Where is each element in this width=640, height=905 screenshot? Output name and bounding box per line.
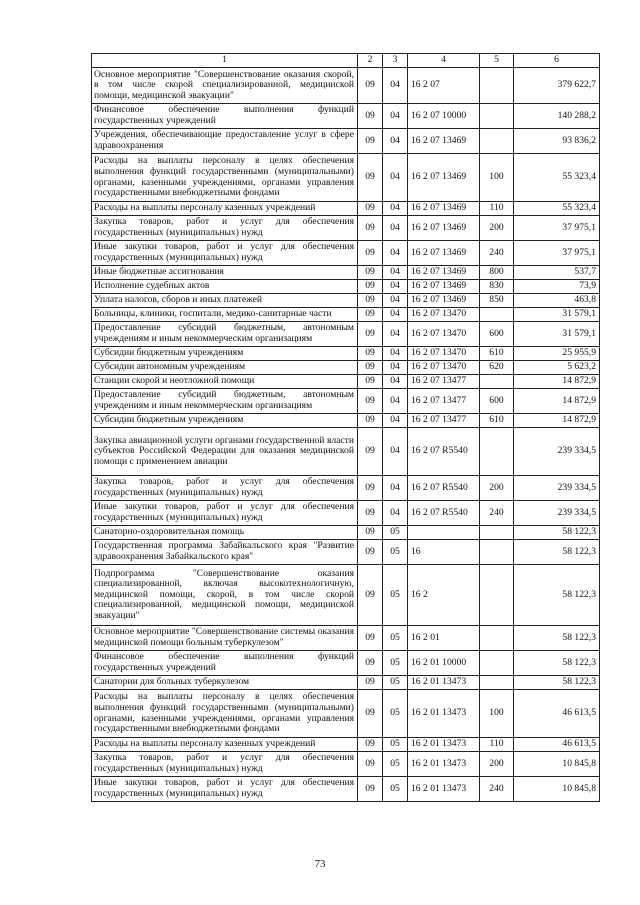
subsection-code: 04: [383, 241, 408, 266]
target-article-code: 16 2 01: [408, 626, 480, 651]
row-description: Расходы на выплаты персоналу казенных учреждений: [92, 738, 358, 752]
subsection-code: 05: [383, 738, 408, 752]
amount-value: 379 622,7: [514, 68, 600, 104]
amount-value: 58 122,3: [514, 526, 600, 540]
expense-type-code: 240: [480, 241, 514, 266]
section-code: 09: [358, 68, 383, 104]
table-body: [92, 68, 600, 802]
table-row: [92, 540, 600, 565]
row-description: Основное мероприятие "Совершенствование системы оказания медицинской помощи больным туберкулезом": [92, 626, 358, 651]
row-description: Закупка товаров, работ и услуг для обеспечения государственных (муниципальных) нужд: [92, 752, 358, 777]
section-code: 09: [358, 280, 383, 294]
subsection-code: 04: [383, 375, 408, 389]
target-article-code: 16 2 07 R5540: [408, 501, 480, 526]
header-cell: 3: [383, 54, 408, 68]
target-article-code: 16 2 07 13477: [408, 389, 480, 414]
expense-type-code: 100: [480, 690, 514, 738]
row-description: Иные закупки товаров, работ и услуг для обеспечения государственных (муниципальных) нужд: [92, 241, 358, 266]
expense-type-code: 620: [480, 361, 514, 375]
table-row: [92, 626, 600, 651]
expense-type-code: [480, 565, 514, 626]
expense-type-code: [480, 68, 514, 104]
row-description: Иные бюджетные ассигнования: [92, 266, 358, 280]
amount-value: 73,9: [514, 280, 600, 294]
row-description: Больницы, клиники, госпитали, медико-санитарные части: [92, 308, 358, 322]
row-description: Иные закупки товаров, работ и услуг для обеспечения государственных (муниципальных) нужд: [92, 777, 358, 802]
target-article-code: 16 2 07 R5540: [408, 476, 480, 501]
header-cell: 1: [92, 54, 358, 68]
amount-value: 25 955,9: [514, 347, 600, 361]
table-row: [92, 738, 600, 752]
row-description: Предоставление субсидий бюджетным, автономным учреждениям и иным некоммерческим организациям: [92, 322, 358, 347]
target-article-code: 16 2 01 13473: [408, 777, 480, 802]
row-description: Субсидии бюджетным учреждениям: [92, 414, 358, 428]
subsection-code: 04: [383, 361, 408, 375]
section-code: 09: [358, 752, 383, 777]
amount-value: 58 122,3: [514, 540, 600, 565]
target-article-code: 16: [408, 540, 480, 565]
amount-value: 58 122,3: [514, 626, 600, 651]
section-code: 09: [358, 777, 383, 802]
row-description: Санаторно-оздоровительная помощь: [92, 526, 358, 540]
target-article-code: 16 2 07 13469: [408, 294, 480, 308]
target-article-code: 16 2 07 13469: [408, 241, 480, 266]
expense-type-code: [480, 526, 514, 540]
subsection-code: 05: [383, 651, 408, 676]
amount-value: 31 579,1: [514, 322, 600, 347]
expense-type-code: [480, 651, 514, 676]
expense-type-code: 610: [480, 414, 514, 428]
section-code: 09: [358, 347, 383, 361]
expense-type-code: 830: [480, 280, 514, 294]
table-row: [92, 241, 600, 266]
target-article-code: 16 2 07 13470: [408, 361, 480, 375]
section-code: 09: [358, 202, 383, 216]
subsection-code: 04: [383, 308, 408, 322]
section-code: 09: [358, 738, 383, 752]
expense-type-code: [480, 428, 514, 476]
amount-value: 31 579,1: [514, 308, 600, 322]
amount-value: 239 334,5: [514, 476, 600, 501]
table-row: [92, 476, 600, 501]
section-code: 09: [358, 241, 383, 266]
subsection-code: 05: [383, 540, 408, 565]
target-article-code: 16 2 07 13470: [408, 322, 480, 347]
section-code: 09: [358, 626, 383, 651]
amount-value: 537,7: [514, 266, 600, 280]
expense-type-code: 240: [480, 777, 514, 802]
amount-value: 14 872,9: [514, 414, 600, 428]
row-description: Субсидии бюджетным учреждениям: [92, 347, 358, 361]
target-article-code: 16 2 01 13473: [408, 738, 480, 752]
table-row: [92, 308, 600, 322]
target-article-code: 16 2 07 10000: [408, 104, 480, 129]
table-row: [92, 414, 600, 428]
subsection-code: 04: [383, 428, 408, 476]
target-article-code: 16 2 01 13473: [408, 676, 480, 690]
amount-value: 14 872,9: [514, 389, 600, 414]
amount-value: 14 872,9: [514, 375, 600, 389]
subsection-code: 04: [383, 322, 408, 347]
section-code: 09: [358, 428, 383, 476]
target-article-code: 16 2 07 13469: [408, 216, 480, 241]
expense-type-code: [480, 676, 514, 690]
amount-value: 10 845,8: [514, 777, 600, 802]
section-code: 09: [358, 266, 383, 280]
row-description: Подпрограмма "Совершенствование оказания специализированной, включая высокотехнологичную, медицинской помощи, скорой, в том числе скорой специализированной, медицинской помощи, медицинской эвакуации": [92, 565, 358, 626]
amount-value: 5 623,2: [514, 361, 600, 375]
subsection-code: 04: [383, 280, 408, 294]
row-description: Финансовое обеспечение выполнения функций государственных учреждений: [92, 651, 358, 676]
header-cell: 4: [408, 54, 480, 68]
subsection-code: 05: [383, 626, 408, 651]
table-row: [92, 389, 600, 414]
table-row: [92, 266, 600, 280]
subsection-code: 04: [383, 216, 408, 241]
table-row: [92, 676, 600, 690]
table-row: [92, 129, 600, 154]
amount-value: 10 845,8: [514, 752, 600, 777]
table-row: [92, 68, 600, 104]
section-code: 09: [358, 526, 383, 540]
amount-value: 37 975,1: [514, 241, 600, 266]
subsection-code: 05: [383, 777, 408, 802]
subsection-code: 04: [383, 202, 408, 216]
section-code: 09: [358, 414, 383, 428]
subsection-code: 04: [383, 389, 408, 414]
section-code: 09: [358, 565, 383, 626]
amount-value: 46 613,5: [514, 690, 600, 738]
subsection-code: 04: [383, 501, 408, 526]
section-code: 09: [358, 476, 383, 501]
subsection-code: 04: [383, 266, 408, 280]
table-row: [92, 294, 600, 308]
table-row: [92, 752, 600, 777]
target-article-code: 16 2 07 13469: [408, 202, 480, 216]
section-code: 09: [358, 154, 383, 202]
table-row: [92, 501, 600, 526]
amount-value: 37 975,1: [514, 216, 600, 241]
target-article-code: 16 2 01 10000: [408, 651, 480, 676]
header-cell: 5: [480, 54, 514, 68]
row-description: Государственная программа Забайкальского края "Развитие здравоохранения Забайкальского края": [92, 540, 358, 565]
table-row: [92, 280, 600, 294]
subsection-code: 04: [383, 347, 408, 361]
subsection-code: 05: [383, 690, 408, 738]
subsection-code: 04: [383, 476, 408, 501]
table-row: [92, 361, 600, 375]
row-description: Расходы на выплаты персоналу в целях обеспечения выполнения функций государственными (муниципальными) органами, казенными учреждениями, органами управления государственными внебюджетными фондами: [92, 154, 358, 202]
expense-type-code: 100: [480, 154, 514, 202]
row-description: Расходы на выплаты персоналу казенных учреждений: [92, 202, 358, 216]
table-row: [92, 347, 600, 361]
row-description: Санатории для больных туберкулезом: [92, 676, 358, 690]
row-description: Закупка авиационной услуги органами государственной власти субъектов Российской Федерации для оказания медицинской помощи с применением авиации: [92, 428, 358, 476]
table-row: [92, 526, 600, 540]
table-header-row: [92, 54, 600, 68]
target-article-code: 16 2 07 13469: [408, 154, 480, 202]
row-description: Основное мероприятие "Совершенствование оказания скорой, в том числе скорой специализированной, медицинской помощи, медицинской эвакуации": [92, 68, 358, 104]
expense-type-code: [480, 308, 514, 322]
row-description: Закупка товаров, работ и услуг для обеспечения государственных (муниципальных) нужд: [92, 476, 358, 501]
subsection-code: 05: [383, 565, 408, 626]
document-page: [91, 53, 599, 802]
expense-type-code: 600: [480, 389, 514, 414]
section-code: 09: [358, 501, 383, 526]
subsection-code: 04: [383, 129, 408, 154]
target-article-code: 16 2 07 13469: [408, 266, 480, 280]
section-code: 09: [358, 308, 383, 322]
expense-type-code: [480, 375, 514, 389]
table-row: [92, 651, 600, 676]
section-code: 09: [358, 651, 383, 676]
subsection-code: 04: [383, 104, 408, 129]
section-code: 09: [358, 294, 383, 308]
section-code: 09: [358, 104, 383, 129]
table-row: [92, 216, 600, 241]
amount-value: 55 323,4: [514, 154, 600, 202]
subsection-code: 04: [383, 154, 408, 202]
section-code: 09: [358, 361, 383, 375]
subsection-code: 04: [383, 414, 408, 428]
section-code: 09: [358, 540, 383, 565]
amount-value: 58 122,3: [514, 651, 600, 676]
section-code: 09: [358, 216, 383, 241]
amount-value: 463,8: [514, 294, 600, 308]
expense-type-code: [480, 540, 514, 565]
row-description: Субсидии автономным учреждениям: [92, 361, 358, 375]
expense-type-code: 200: [480, 216, 514, 241]
table-row: [92, 202, 600, 216]
expense-type-code: 110: [480, 738, 514, 752]
subsection-code: 05: [383, 526, 408, 540]
amount-value: 93 836,2: [514, 129, 600, 154]
amount-value: 46 613,5: [514, 738, 600, 752]
target-article-code: 16 2: [408, 565, 480, 626]
section-code: 09: [358, 322, 383, 347]
row-description: Станции скорой и неотложной помощи: [92, 375, 358, 389]
target-article-code: 16 2 01 13473: [408, 752, 480, 777]
table-row: [92, 104, 600, 129]
table-row: [92, 154, 600, 202]
row-description: Иные закупки товаров, работ и услуг для обеспечения государственных (муниципальных) нужд: [92, 501, 358, 526]
budget-table: [91, 53, 600, 802]
table-row: [92, 777, 600, 802]
section-code: 09: [358, 129, 383, 154]
target-article-code: 16 2 07 13477: [408, 375, 480, 389]
table-row: [92, 565, 600, 626]
section-code: 09: [358, 375, 383, 389]
expense-type-code: [480, 626, 514, 651]
expense-type-code: 240: [480, 501, 514, 526]
expense-type-code: 850: [480, 294, 514, 308]
row-description: Уплата налогов, сборов и иных платежей: [92, 294, 358, 308]
target-article-code: [408, 526, 480, 540]
amount-value: 140 288,2: [514, 104, 600, 129]
table-row: [92, 375, 600, 389]
row-description: Исполнение судебных актов: [92, 280, 358, 294]
amount-value: 55 323,4: [514, 202, 600, 216]
target-article-code: 16 2 07 R5540: [408, 428, 480, 476]
target-article-code: 16 2 07 13469: [408, 129, 480, 154]
expense-type-code: 110: [480, 202, 514, 216]
row-description: Финансовое обеспечение выполнения функций государственных учреждений: [92, 104, 358, 129]
amount-value: 58 122,3: [514, 565, 600, 626]
section-code: 09: [358, 676, 383, 690]
row-description: Расходы на выплаты персоналу в целях обеспечения выполнения функций государственными (муниципальными) органами, казенными учреждениями, органами управления государственными внебюджетными фондами: [92, 690, 358, 738]
target-article-code: 16 2 07: [408, 68, 480, 104]
target-article-code: 16 2 01 13473: [408, 690, 480, 738]
subsection-code: 05: [383, 752, 408, 777]
expense-type-code: [480, 129, 514, 154]
expense-type-code: 200: [480, 752, 514, 777]
subsection-code: 04: [383, 294, 408, 308]
section-code: 09: [358, 389, 383, 414]
table-row: [92, 690, 600, 738]
subsection-code: 04: [383, 68, 408, 104]
target-article-code: 16 2 07 13470: [408, 308, 480, 322]
section-code: 09: [358, 690, 383, 738]
amount-value: 239 334,5: [514, 501, 600, 526]
amount-value: 58 122,3: [514, 676, 600, 690]
expense-type-code: 200: [480, 476, 514, 501]
expense-type-code: 800: [480, 266, 514, 280]
page-number: 73: [314, 858, 326, 870]
table-row: [92, 322, 600, 347]
header-cell: 6: [514, 54, 600, 68]
expense-type-code: 600: [480, 322, 514, 347]
header-cell: 2: [358, 54, 383, 68]
table-row: [92, 428, 600, 476]
target-article-code: 16 2 07 13477: [408, 414, 480, 428]
target-article-code: 16 2 07 13470: [408, 347, 480, 361]
row-description: Предоставление субсидий бюджетным, автономным учреждениям и иным некоммерческим организациям: [92, 389, 358, 414]
subsection-code: 05: [383, 676, 408, 690]
row-description: Закупка товаров, работ и услуг для обеспечения государственных (муниципальных) нужд: [92, 216, 358, 241]
target-article-code: 16 2 07 13469: [408, 280, 480, 294]
expense-type-code: [480, 104, 514, 129]
amount-value: 239 334,5: [514, 428, 600, 476]
expense-type-code: 610: [480, 347, 514, 361]
row-description: Учреждения, обеспечивающие предоставление услуг в сфере здравоохранения: [92, 129, 358, 154]
